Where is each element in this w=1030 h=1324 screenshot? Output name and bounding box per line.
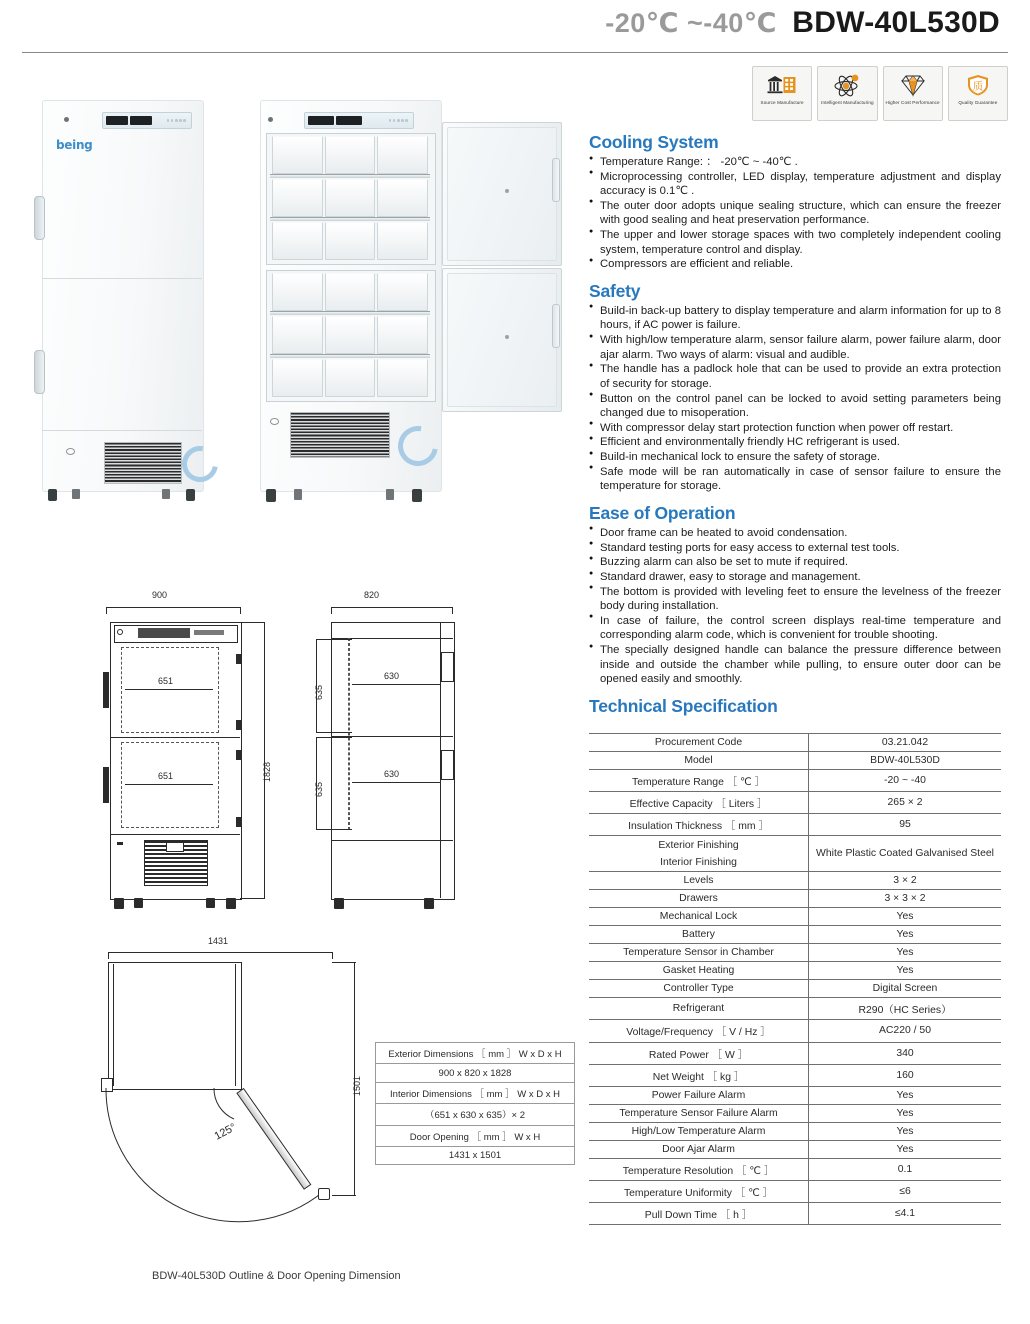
- header-temperature-range: -20℃ ~-40℃: [605, 8, 777, 38]
- door-lock-icon: [505, 189, 509, 193]
- dim-tick: [240, 607, 241, 614]
- feature-badge-strip: [752, 66, 1008, 121]
- dim-upper-height: 635: [314, 684, 324, 700]
- safety-bullets: [589, 304, 1001, 494]
- dim-tick: [331, 607, 332, 614]
- led-display-lower: [130, 116, 152, 125]
- features-column: [589, 132, 1001, 719]
- bullet-item: ● Temperature Range: ： -20℃ ~ -40℃ .: [589, 155, 1001, 170]
- spec-value: Yes: [809, 925, 1002, 943]
- bullet-item: ● Button on the control panel can be locked to avoid setting parameters being changed due to misoperation.: [589, 392, 1001, 421]
- spec-value-merged: White Plastic Coated Galvanised Steel: [809, 836, 1002, 871]
- control-button[interactable]: [171, 119, 174, 122]
- dim-front-width: 900: [152, 590, 168, 600]
- dim-ext: [316, 639, 352, 640]
- spec-key: Gasket Heating: [589, 962, 809, 980]
- dim-line-lower-d: [352, 782, 440, 783]
- spec-key: Pull Down Time ［ h ］: [589, 1203, 809, 1225]
- dim-plan-depth: 1501: [352, 1075, 362, 1096]
- drawer-row[interactable]: [272, 316, 428, 354]
- bullet-item: ● Efficient and environmentally friendly HC refrigerant is used.: [589, 435, 1001, 450]
- control-panel-open[interactable]: [304, 112, 414, 129]
- handle-drawing-upper: [103, 672, 109, 708]
- dim-label: Interior Dimensions ［ mm ］ W x D x H: [376, 1082, 575, 1103]
- bullet-item: ● Microprocessing controller, LED display, temperature adjustment and display accuracy is 0.1℃ .: [589, 170, 1001, 199]
- bullet-item: ● The bottom is provided with leveling feet to ensure the levelness of the freezer body during installation.: [589, 585, 1001, 614]
- dim-ext: [316, 732, 352, 733]
- control-button[interactable]: [175, 119, 178, 122]
- led-display-upper: [106, 116, 128, 125]
- dim-line-width: [106, 607, 240, 608]
- spec-value: Yes: [809, 962, 1002, 980]
- leveling-foot: [386, 489, 394, 500]
- spec-value: Yes: [809, 1122, 1002, 1140]
- compressor-grille: [104, 442, 182, 484]
- table-row: [589, 1159, 1001, 1181]
- lock-keyhole-icon: [268, 117, 273, 122]
- spec-value: AC220 / 50: [809, 1020, 1002, 1042]
- diamond-icon: [898, 71, 928, 98]
- bullet-item: ● The outer door adopts unique sealing structure, which can ensure the freezer with good sealing and heat preservation performance.: [589, 199, 1001, 228]
- svg-text:质: 质: [972, 79, 984, 92]
- spec-key: Temperature Sensor in Chamber: [589, 944, 809, 962]
- badge-label: Intelligent Manufacturing: [821, 100, 874, 105]
- dim-ext: [240, 622, 265, 623]
- badge-source-manufacture: [752, 66, 812, 121]
- spec-key: Temperature Range ［ ℃ ］: [589, 770, 809, 792]
- factory-icon: [767, 71, 797, 98]
- drawer[interactable]: [325, 273, 376, 311]
- table-row: [376, 1104, 575, 1125]
- bullet-item: ● Standard drawer, easy to storage and management.: [589, 570, 1001, 585]
- drawer[interactable]: [377, 316, 428, 354]
- spec-key: Levels: [589, 871, 809, 889]
- dim-line-depth: [331, 607, 453, 608]
- bullet-item: ● Standard testing ports for easy access to external test tools.: [589, 541, 1001, 556]
- caster-drawing: [424, 898, 434, 909]
- drawer[interactable]: [272, 273, 323, 311]
- spec-value: 95: [809, 814, 1002, 836]
- spec-key: Temperature Uniformity ［ ℃ ］: [589, 1181, 809, 1203]
- cooling-system-bullets: [589, 155, 1001, 272]
- control-button[interactable]: [401, 119, 404, 122]
- compressor-grille: [290, 412, 390, 458]
- bullet-item: ● The upper and lower storage spaces with two completely independent cooling system, temperature control and display.: [589, 228, 1001, 257]
- spec-key: Drawers: [589, 889, 809, 907]
- spec-key: Model: [589, 752, 809, 770]
- caster: [48, 489, 57, 501]
- table-row: [589, 836, 1001, 854]
- table-row: [589, 998, 1001, 1020]
- table-row: [589, 752, 1001, 770]
- dim-line-height: [264, 622, 265, 898]
- table-row: [589, 1140, 1001, 1158]
- drawer[interactable]: [272, 222, 323, 260]
- table-row: [589, 1104, 1001, 1122]
- hinge-drawing: [236, 750, 242, 760]
- brand-logo: being: [56, 138, 93, 152]
- test-port-drawing: [117, 842, 123, 845]
- drawer-row[interactable]: [272, 359, 428, 397]
- door-handle-lower[interactable]: [34, 350, 45, 394]
- drawer-row[interactable]: [272, 222, 428, 260]
- inner-ref-line: [348, 638, 350, 830]
- caster: [186, 489, 195, 501]
- table-row: [589, 770, 1001, 792]
- drawer[interactable]: [325, 136, 376, 174]
- panel-buttons-block: [194, 630, 224, 635]
- dim-ext: [240, 898, 265, 899]
- door-handle-plan: [318, 1188, 330, 1200]
- drawer-row[interactable]: [272, 273, 428, 311]
- drawer[interactable]: [272, 359, 323, 397]
- shelf-rail: [270, 354, 430, 358]
- table-row: [589, 889, 1001, 907]
- spec-value: Yes: [809, 907, 1002, 925]
- table-row: [589, 871, 1001, 889]
- dim-lower-height: 635: [314, 781, 324, 797]
- table-row: [589, 962, 1001, 980]
- table-row: [589, 1064, 1001, 1086]
- table-row: [589, 907, 1001, 925]
- badge-intelligent-manufacturing: [817, 66, 877, 121]
- foot-drawing: [134, 898, 143, 908]
- open-freezer-photo: [254, 100, 574, 520]
- dim-plan-width: 1431: [208, 936, 229, 946]
- table-row: [589, 1020, 1001, 1042]
- hinge-drawing: [236, 720, 242, 730]
- spec-key: Voltage/Frequency ［ V / Hz ］: [589, 1020, 809, 1042]
- leveling-foot: [72, 489, 80, 499]
- door-inner-panel: [447, 127, 557, 261]
- led-display-upper: [308, 116, 334, 125]
- cabinet-body: [42, 100, 204, 492]
- header-model-title: BDW-40L530D: [792, 6, 1000, 39]
- shelf-rail: [270, 174, 430, 178]
- spec-key: Temperature Sensor Failure Alarm: [589, 1104, 809, 1122]
- caster-drawing: [334, 898, 344, 909]
- drawer[interactable]: [272, 316, 323, 354]
- spec-value: 265 × 2: [809, 792, 1002, 814]
- door-split-line: [42, 278, 202, 279]
- door-lock-icon: [505, 335, 509, 339]
- drawer[interactable]: [377, 179, 428, 217]
- spec-value: Yes: [809, 1104, 1002, 1122]
- bullet-item: ● The handle has a padlock hole that can be used to provide an extra protection of security for storage.: [589, 362, 1001, 391]
- dim-upper-width: 651: [158, 676, 174, 686]
- spec-key: Insulation Thickness ［ mm ］: [589, 814, 809, 836]
- control-button[interactable]: [405, 119, 408, 122]
- spec-value: -20 ~ -40: [809, 770, 1002, 792]
- drawer[interactable]: [377, 273, 428, 311]
- bullet-item: ● In case of failure, the control screen displays real-time temperature and corresponding alarm code, which is convenient for trouble shooting.: [589, 614, 1001, 643]
- lock-icon: [117, 629, 123, 635]
- table-row: [589, 1203, 1001, 1225]
- control-button[interactable]: [167, 119, 170, 122]
- bullet-item: ● Safe mode will be ran automatically in case of sensor failure to ensure the temperature for storage.: [589, 465, 1001, 494]
- hinge-drawing: [236, 654, 242, 664]
- dim-value: 900 x 820 x 1828: [376, 1064, 575, 1082]
- caster-drawing: [226, 898, 236, 909]
- control-button[interactable]: [397, 119, 400, 122]
- badge-higher-cost-performance: [883, 66, 943, 121]
- spec-value: Yes: [809, 944, 1002, 962]
- closed-freezer-photo: [30, 100, 210, 520]
- spec-key: Door Ajar Alarm: [589, 1140, 809, 1158]
- table-row: [589, 814, 1001, 836]
- handle-drawing-lower: [103, 767, 109, 803]
- front-view-drawing: [96, 592, 286, 922]
- control-buttons[interactable]: [389, 119, 408, 122]
- dim-label: Door Opening ［ mm ］ W x H: [376, 1125, 575, 1146]
- spec-value: Yes: [809, 1140, 1002, 1158]
- table-row: [376, 1146, 575, 1164]
- shield-quality-icon: [963, 71, 993, 98]
- dim-side-depth: 820: [364, 590, 380, 600]
- dim-ext: [316, 737, 352, 738]
- dim-tick: [106, 607, 107, 614]
- drawer[interactable]: [377, 222, 428, 260]
- atom-icon: [832, 71, 862, 98]
- bullet-item: ● With compressor delay start protection function when power off restart.: [589, 421, 1001, 436]
- spec-value: R290（HC Series）: [809, 998, 1002, 1020]
- spec-value: 0.1: [809, 1159, 1002, 1181]
- dim-upper-depth: 630: [384, 671, 400, 681]
- grille-badge: [166, 842, 184, 852]
- dim-lower-depth: 630: [384, 769, 400, 779]
- spec-key: Controller Type: [589, 980, 809, 998]
- test-port-icon: [66, 448, 75, 455]
- section-title-safety: Safety: [589, 280, 641, 301]
- drawing-caption: BDW-40L530D Outline & Door Opening Dimension: [152, 1270, 401, 1282]
- test-port-icon: [270, 418, 279, 425]
- table-row: [589, 1086, 1001, 1104]
- badge-quality-guarantee: [948, 66, 1008, 121]
- hinge-drawing: [236, 817, 242, 827]
- control-button[interactable]: [393, 119, 396, 122]
- caster: [412, 489, 422, 502]
- spec-value: Digital Screen: [809, 980, 1002, 998]
- base-split: [331, 840, 453, 841]
- spec-value: 3 × 2: [809, 871, 1002, 889]
- handle-drawing-lower: [441, 750, 454, 780]
- dim-line-lower: [125, 784, 213, 785]
- spec-key: Procurement Code: [589, 734, 809, 752]
- dim-ext: [316, 829, 352, 830]
- caster: [266, 489, 276, 502]
- spec-key: Power Failure Alarm: [589, 1086, 809, 1104]
- dim-value: （651 x 630 x 635）× 2: [376, 1104, 575, 1125]
- table-row: [589, 944, 1001, 962]
- open-door-upper[interactable]: [442, 122, 562, 266]
- control-button[interactable]: [389, 119, 392, 122]
- door-inner-panel: [447, 273, 557, 407]
- section-title-technical-specification: Technical Specification: [589, 695, 778, 716]
- drawer[interactable]: [325, 359, 376, 397]
- side-view-drawing: [296, 592, 471, 922]
- base-split: [110, 834, 240, 835]
- lower-chamber-outline: [121, 742, 219, 828]
- spec-key: Rated Power ［ W ］: [589, 1042, 809, 1064]
- technical-specification-table: [589, 733, 1001, 1225]
- badge-label: Quality Guarantee: [958, 100, 998, 105]
- shelf-rail: [270, 217, 430, 221]
- control-button[interactable]: [179, 119, 182, 122]
- dim-lower-width: 651: [158, 771, 174, 781]
- drawer[interactable]: [272, 179, 323, 217]
- spec-key: High/Low Temperature Alarm: [589, 1122, 809, 1140]
- bullet-item: ● Build-in back-up battery to display temperature and alarm information for up to 8 hours, if AC power is failure.: [589, 304, 1001, 333]
- ease-of-operation-bullets: [589, 526, 1001, 687]
- caster-drawing: [114, 898, 124, 909]
- bullet-item: ● Buzzing alarm can also be set to mute if required.: [589, 555, 1001, 570]
- spec-key: Refrigerant: [589, 998, 809, 1020]
- control-panel[interactable]: [102, 112, 192, 129]
- dim-label: Exterior Dimensions ［ mm ］ W x D x H: [376, 1043, 575, 1064]
- product-photo-group: [14, 95, 574, 535]
- bullet-item: ● The specially designed handle can balance the pressure difference between inside and outside the chamber while pulling, to ensure outer door can be opened easily and smoothly.: [589, 643, 1001, 687]
- table-row: [376, 1064, 575, 1082]
- led-display-lower: [336, 116, 362, 125]
- door-split: [110, 737, 240, 738]
- drawer[interactable]: [325, 179, 376, 217]
- foot-drawing: [206, 898, 215, 908]
- control-buttons[interactable]: [167, 119, 186, 122]
- shelf-rail: [270, 311, 430, 315]
- spec-value: ≤6: [809, 1181, 1002, 1203]
- bullet-item: ● Compressors are efficient and reliable.: [589, 257, 1001, 272]
- bullet-item: ● With high/low temperature alarm, sensor failure alarm, power failure alarm, door ajar alarm. Two ways of alarm: visual and audible.: [589, 333, 1001, 362]
- base-split-line: [42, 430, 202, 431]
- dim-line-upper: [125, 689, 213, 690]
- table-row: [589, 925, 1001, 943]
- dim-line-upper-d: [352, 684, 440, 685]
- bullet-item: ● Door frame can be heated to avoid condensation.: [589, 526, 1001, 541]
- door-swing-arc: [96, 938, 396, 1238]
- spec-key: Temperature Resolution ［ ℃ ］: [589, 1159, 809, 1181]
- badge-label: Source Manufacture: [760, 100, 804, 105]
- door-handle-upper[interactable]: [552, 158, 560, 202]
- spec-value: BDW-40L530D: [809, 752, 1002, 770]
- table-row: [376, 1125, 575, 1146]
- drawer[interactable]: [377, 359, 428, 397]
- panel-display-block: [138, 628, 190, 638]
- door-handle-upper[interactable]: [34, 196, 45, 240]
- spec-key: Net Weight ［ kg ］: [589, 1064, 809, 1086]
- plan-view-drawing: [96, 938, 396, 1238]
- spec-key: Battery: [589, 925, 809, 943]
- section-title-cooling-system: Cooling System: [589, 132, 719, 152]
- spec-value: 160: [809, 1064, 1002, 1086]
- spec-value: 340: [809, 1042, 1002, 1064]
- drawer[interactable]: [377, 136, 428, 174]
- page-header: [0, 0, 1030, 56]
- header-divider: [22, 52, 1008, 53]
- dimension-table: [375, 1042, 575, 1165]
- table-row: [589, 792, 1001, 814]
- control-button[interactable]: [183, 119, 186, 122]
- leveling-foot: [294, 489, 302, 500]
- drawer[interactable]: [325, 316, 376, 354]
- table-row: [589, 1122, 1001, 1140]
- lock-keyhole-icon: [64, 117, 69, 122]
- table-row: [589, 1181, 1001, 1203]
- handle-drawing-upper: [441, 652, 454, 682]
- leveling-foot: [162, 489, 170, 499]
- door-handle-lower[interactable]: [552, 304, 560, 348]
- dim-swing-angle: 125°: [212, 1121, 239, 1143]
- open-door-lower[interactable]: [442, 268, 562, 412]
- spec-value: 3 × 3 × 2: [809, 889, 1002, 907]
- drawer-row[interactable]: [272, 136, 428, 174]
- dim-value: 1431 x 1501: [376, 1146, 575, 1164]
- spec-key: Mechanical Lock: [589, 907, 809, 925]
- spec-key: Exterior Finishing: [589, 836, 809, 854]
- table-row: [589, 1042, 1001, 1064]
- spec-key: Effective Capacity ［ Liters ］: [589, 792, 809, 814]
- upper-chamber-outline: [121, 647, 219, 733]
- dim-tick: [452, 607, 453, 614]
- drawer[interactable]: [272, 136, 323, 174]
- drawer-row[interactable]: [272, 179, 428, 217]
- badge-label: Higher Cost Performance: [885, 100, 940, 105]
- spec-key: Interior Finishing: [589, 854, 809, 872]
- spec-value: 03.21.042: [809, 734, 1002, 752]
- dim-front-height: 1828: [262, 761, 272, 782]
- table-row: [589, 980, 1001, 998]
- table-row: [376, 1082, 575, 1103]
- table-row: [589, 734, 1001, 752]
- spec-value: ≤4.1: [809, 1203, 1002, 1225]
- section-title-ease-of-operation: Ease of Operation: [589, 502, 736, 523]
- drawer[interactable]: [325, 222, 376, 260]
- table-row: [376, 1043, 575, 1064]
- bullet-item: ● Build-in mechanical lock to ensure the safety of storage.: [589, 450, 1001, 465]
- spec-value: Yes: [809, 1086, 1002, 1104]
